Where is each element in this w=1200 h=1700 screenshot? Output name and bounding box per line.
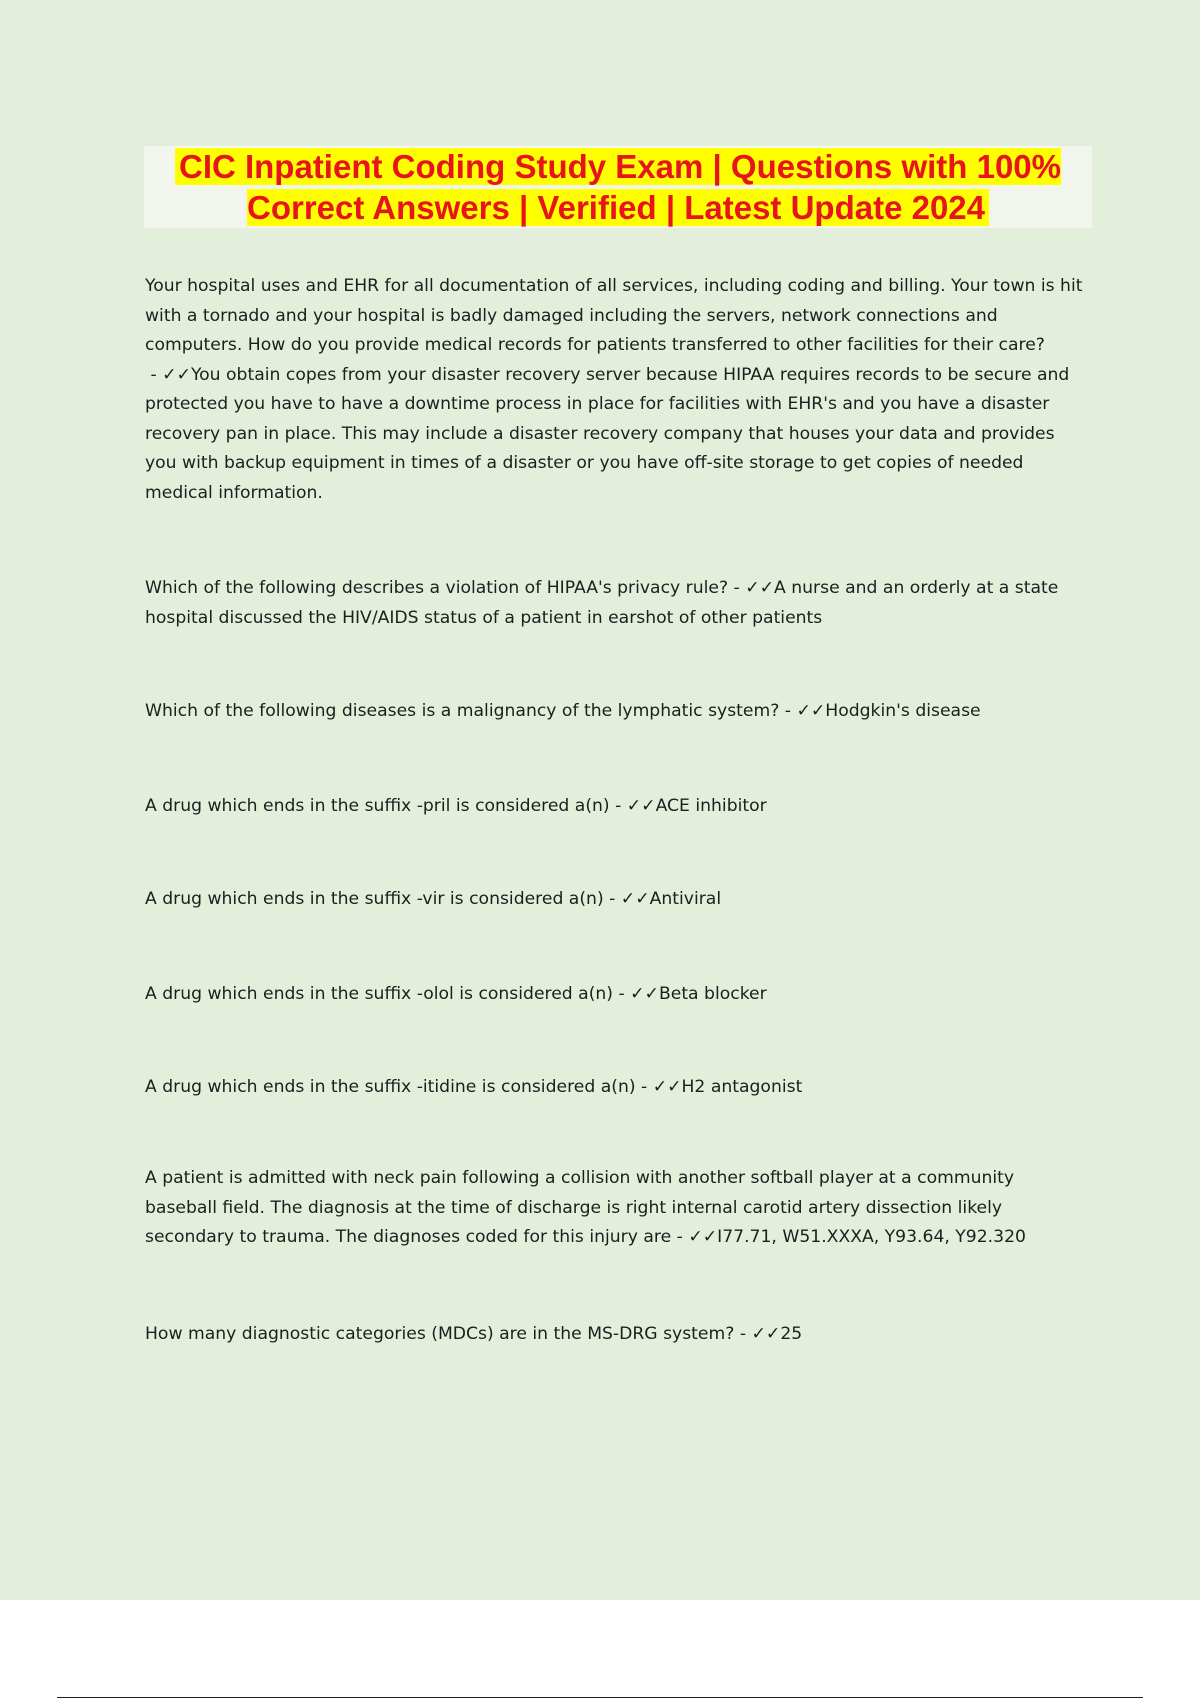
qa-item-7 bbox=[145, 1073, 1091, 1103]
qa-item-3 bbox=[145, 697, 1091, 727]
answer-separator: - bbox=[609, 796, 627, 816]
check-mark: ✓✓ bbox=[620, 889, 650, 909]
answer-separator: - bbox=[734, 1324, 752, 1344]
question-text: Which of the following describes a violation of HIPAA's privacy rule? bbox=[145, 578, 729, 598]
check-mark: ✓✓ bbox=[745, 578, 775, 598]
answer-separator: - bbox=[145, 364, 163, 385]
check-mark: ✓✓ bbox=[626, 796, 656, 816]
question-text: Which of the following diseases is a malignancy of the lymphatic system? bbox=[145, 701, 780, 721]
question-text: A patient is admitted with neck pain following a collision with another softball player at a community baseball field. The diagnosis at the time of discharge is right internal carotid artery dissection likely secondary to trauma. The diagnoses coded for this injury are bbox=[145, 1168, 1015, 1247]
question-text: A drug which ends in the suffix -itidine is considered a(n) bbox=[145, 1077, 636, 1097]
qa-item-8 bbox=[145, 1164, 1091, 1253]
answer-separator: - bbox=[635, 1077, 653, 1097]
qa-item-1 bbox=[145, 272, 1091, 508]
question-text: A drug which ends in the suffix -pril is considered a(n) bbox=[145, 796, 610, 816]
check-mark: ✓✓ bbox=[751, 1324, 781, 1344]
check-mark: ✓✓ bbox=[630, 984, 659, 1004]
answer-text: You obtain copes from your disaster recovery server because HIPAA requires records to be secure and protected you have to have a downtime process in place for facilities with EHR's and you have a disaster recovery pan in place. This may include a disaster recovery company that houses your data and provides you with backup equipment in times of a disaster or you have off-site storage to get copies of needed medical information. bbox=[145, 364, 1070, 503]
check-mark: ✓✓ bbox=[652, 1077, 682, 1097]
qa-item-9 bbox=[145, 1320, 1091, 1350]
answer-text: ACE inhibitor bbox=[655, 796, 767, 816]
answer-separator: - bbox=[603, 889, 621, 909]
document-title-text: CIC Inpatient Coding Study Exam | Questions with 100% Correct Answers | Verified | Latest Update 2024 bbox=[175, 148, 1061, 226]
qa-item-4 bbox=[145, 792, 1091, 822]
check-mark: ✓✓ bbox=[162, 364, 191, 385]
qa-item-5 bbox=[145, 885, 1091, 915]
answer-separator: - bbox=[613, 984, 631, 1004]
answer-separator: - bbox=[671, 1227, 689, 1247]
question-text: A drug which ends in the suffix -olol is considered a(n) bbox=[145, 984, 613, 1004]
answer-separator: - bbox=[728, 578, 746, 598]
answer-text: Hodgkin's disease bbox=[825, 701, 981, 721]
check-mark: ✓✓ bbox=[688, 1227, 718, 1247]
footer-divider bbox=[57, 1697, 1143, 1698]
qa-item-2 bbox=[145, 574, 1091, 633]
question-text: Your hospital uses and EHR for all documentation of all services, including coding and billing. Your town is hit with a tornado and your hospital is badly damaged including the servers, network connections and computers. How do you provide medical records for patients transferred to other facilities for their care? bbox=[145, 276, 1083, 355]
check-mark: ✓✓ bbox=[796, 701, 826, 721]
answer-text: I77.71, W51.XXXA, Y93.64, Y92.320 bbox=[717, 1227, 1026, 1247]
question-text: How many diagnostic categories (MDCs) are in the MS-DRG system? bbox=[145, 1324, 735, 1344]
answer-text: Beta blocker bbox=[658, 984, 767, 1004]
answer-text: H2 antagonist bbox=[681, 1077, 803, 1097]
answer-text: 25 bbox=[780, 1324, 803, 1344]
question-text: A drug which ends in the suffix -vir is considered a(n) bbox=[145, 889, 604, 909]
answer-separator: - bbox=[779, 701, 797, 721]
qa-item-6 bbox=[145, 980, 1091, 1010]
answer-text: A nurse and an orderly at a state hospital discussed the HIV/AIDS status of a patient in earshot of other patients bbox=[145, 578, 1059, 628]
document-title bbox=[144, 146, 1092, 228]
answer-text: Antiviral bbox=[649, 889, 722, 909]
